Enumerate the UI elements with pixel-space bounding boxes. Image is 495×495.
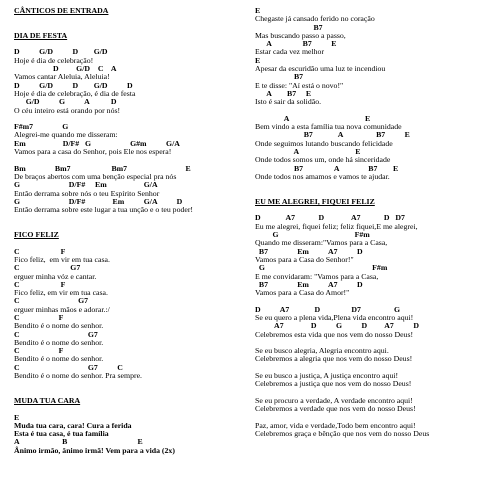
lyric-line: Chegaste já cansado ferido no coração <box>255 14 375 24</box>
blank-line <box>14 380 246 388</box>
lyric-line-bold: Muda tua cara, cara! Cura a ferida <box>14 420 132 430</box>
lyric-line: Celebremos esta vida que nos vem do nosso Deus! <box>255 329 414 339</box>
lyric-line: Celebremos a verdade que nos vem do nosso Deus! <box>255 404 416 414</box>
chord-line: E <box>255 55 261 65</box>
lyric-line: Então derrama sobre nós o teu Espírito Senhor <box>14 188 160 198</box>
chord-line: B7 A B7 E <box>255 163 399 173</box>
chord-line: D A7 D A7 D D7 <box>255 213 405 223</box>
chord-line: A E <box>255 113 371 123</box>
lyric-line-bold: Ânimo irmão, ânimo irmã! Vem para a vida (2x) <box>14 445 175 455</box>
lyric-line: Bendito é o nome do senhor. Pra sempre. <box>14 371 142 381</box>
lyric-line: Celebremos a alegria que nos vem do nosso Deus! <box>255 354 413 364</box>
lyric-line: Bendito é o nome do senhor. <box>14 354 104 364</box>
lyric-line: Hoje é dia de celebração, é dia de festa <box>14 88 136 98</box>
section-heading: DIA DE FESTA <box>14 30 68 40</box>
chord-line: A B7 E <box>255 39 337 49</box>
lyric-line: Se eu procuro a verdade, A verdade encontro aqui! <box>255 395 413 405</box>
chord-line: D G/D D G/D D <box>14 80 133 90</box>
chord-line: D A7 D D7 G <box>255 304 401 314</box>
lyric-line: Se eu quero a plena vida,Plena vida encontro aqui! <box>255 312 414 322</box>
chord-line: C G7 C <box>14 362 123 372</box>
chord-line: B7 <box>255 22 323 32</box>
chord-line: G/D G A D <box>14 97 117 107</box>
right-column <box>255 7 489 438</box>
lyric-line: Se eu busco a justiça, A justiça encontro aqui! <box>255 371 399 381</box>
section-heading: EU ME ALEGREI, FIQUEI FELIZ <box>255 196 375 206</box>
lyric-line: Mas buscando passo a passo, <box>255 30 346 40</box>
lyric-line: Vamos para a casa do Senhor, pois Ele nos espera! <box>14 147 172 157</box>
blank-line <box>255 181 489 189</box>
chord-line: G D/F# Em G/A D <box>14 196 183 206</box>
chord-line: E <box>255 6 261 15</box>
lyric-line: Estar cada vez melhor <box>255 47 325 57</box>
chord-line: B7 A B7 E <box>255 130 410 140</box>
chord-line: B7 <box>255 72 304 82</box>
chord-line: A7 D G D A7 D <box>255 321 419 331</box>
lyric-line: Quando me disseram:"Vamos para a Casa, <box>255 238 388 248</box>
lyric-line: Fico feliz, em vir em tua casa. <box>14 254 110 264</box>
lyric-line: Isto é sair da solidão. <box>255 97 322 107</box>
lyric-line: Celebremos a justiça que nos vem do nosso Deus! <box>255 379 412 389</box>
lyric-line: Onde todos somos um, onde há sinceridade <box>255 155 391 165</box>
chord-line: D G/D C A <box>14 64 117 74</box>
chord-line: G F#m <box>255 230 370 240</box>
lyric-line: Se eu busco alegria, Alegria encontro aqui. <box>255 346 389 356</box>
blank-line <box>14 214 246 222</box>
lyric-line: Onde todos nos amamos e vamos te ajudar. <box>255 171 390 181</box>
chord-line: Bm Bm7 Bm7 E <box>14 163 191 173</box>
lyric-line: Então derrama sobre este lugar a tua unção e o teu poder! <box>14 205 194 215</box>
chord-line: A E <box>255 147 361 157</box>
section-heading: MUDA TUA CARA <box>14 395 81 405</box>
lyric-line: erguer minhas mãos e adorar.:/ <box>14 304 110 314</box>
lyric-line: De braços abertos com uma benção especial pra nós <box>14 171 177 181</box>
lyric-line: Eu me alegrei, fiquei feliz; feliz fiquei,E me alegrei, <box>255 221 418 231</box>
chord-line: G F#m <box>255 263 388 273</box>
chord-line: C F <box>14 346 64 356</box>
lyric-line: Apesar da escuridão uma luz te incendiou <box>255 64 386 74</box>
lyric-line: erguer minha vóz e cantar. <box>14 271 97 281</box>
chord-line: Em D/F# G G#m G/A <box>14 138 180 148</box>
lyric-line: E me convidaram: "Vamos para a Casa, <box>255 271 379 281</box>
chord-line: C G7 <box>14 263 81 273</box>
blank-line <box>14 405 246 413</box>
lyric-line: Vamos para a Casa do Amor!" <box>255 288 350 298</box>
lyric-line-bold: Esta é tua casa, é tua família <box>14 429 109 439</box>
section-heading: CÂNTICOS DE ENTRADA <box>14 6 109 15</box>
chord-line: C F <box>14 279 66 289</box>
chord-line: C G7 <box>14 296 89 306</box>
lyric-line: Fico feliz, em vir em tua casa. <box>14 288 108 298</box>
lyric-line: E te disse: "Aí está o novo!" <box>255 80 344 90</box>
lyric-line: Vamos cantar Aleluia, Aleluia! <box>14 72 110 82</box>
chord-line: A B7 E <box>255 88 312 98</box>
chord-line: C G7 <box>14 329 98 339</box>
chord-line: G D/F# Em G/A <box>14 180 158 190</box>
section-heading: FICO FELIZ <box>14 230 59 240</box>
chord-line: A B E <box>14 437 143 447</box>
chord-line: C F <box>14 246 66 256</box>
lyric-line: Celebremos graça e bênção que nos vem do nosso Deus <box>255 429 430 439</box>
lyric-line: Vamos para a Casa do Senhor!" <box>255 254 354 264</box>
lyric-line: Bem vindo a esta família tua nova comunidade <box>255 122 402 132</box>
lyric-line: Alegrei-me quando me disseram: <box>14 130 118 140</box>
chord-line: B7 Em A7 D <box>255 279 363 289</box>
lyric-line: O céu inteiro está orando por nós! <box>14 105 121 115</box>
lyric-line: Paz, amor, vida e verdade,Todo bem encontro aqui! <box>255 420 416 430</box>
chord-line: B7 Em A7 D <box>255 246 363 256</box>
left-column <box>14 7 246 455</box>
chord-line: F#m7 G <box>14 122 69 132</box>
chord-line: C F <box>14 312 64 322</box>
lyric-line: Onde seguimos lutando buscando felicidade <box>255 138 393 148</box>
lyric-line: Hoje é dia de celebração! <box>14 55 94 65</box>
lyric-line: Bendito é o nome do senhor. <box>14 321 104 331</box>
lyric-line: Bendito é o nome do senhor. <box>14 337 104 347</box>
blank-line <box>14 15 246 23</box>
chord-line: E <box>14 412 20 422</box>
chord-line: D G/D D G/D <box>14 47 108 57</box>
